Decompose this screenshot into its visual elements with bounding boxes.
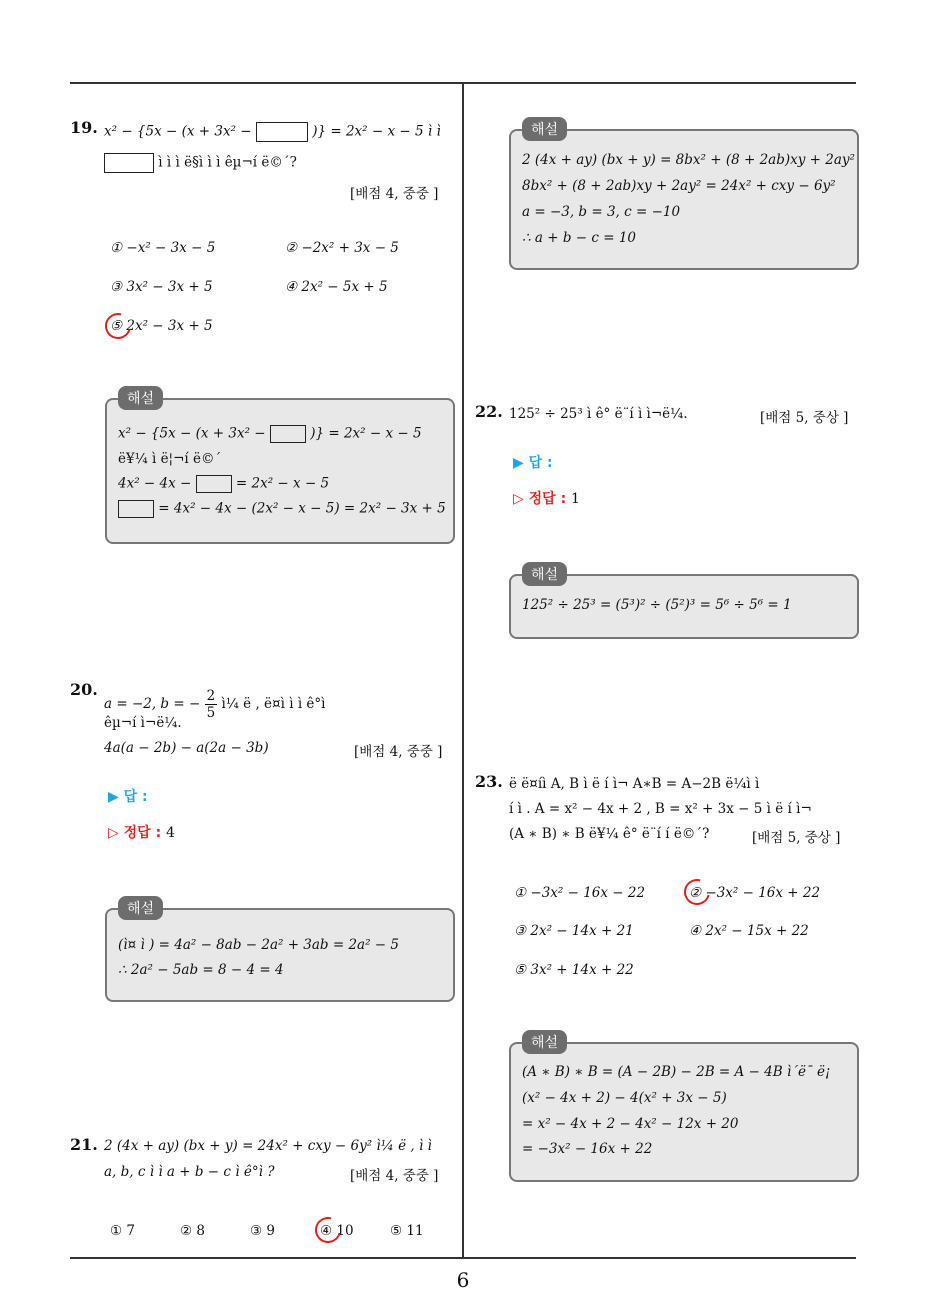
blank-box [256,122,308,142]
correct-answer-value: 1 [571,491,580,507]
solution-line: (A ∗ B) ∗ B = (A − 2B) − 2B = A − 4B ì´ë¯ ë¡ [522,1064,831,1080]
question-text [104,153,297,173]
question-text-part: x² − {5x − (x + 3x² − [104,123,252,140]
score-label: [배점 4, 중중 ] [354,744,443,760]
solution-line: ∴ a + b − c = 10 [522,230,636,246]
solution-box [509,129,859,270]
question-number: 23. [475,772,503,791]
expression: 4a(a − 2b) − a(2a − 3b) [104,740,269,756]
solution-tag: 해설 [522,117,567,141]
fraction [205,688,218,721]
option-1[interactable]: ① −3x² − 16x − 22 [514,885,646,901]
blank-box [104,153,154,173]
blank-box [118,500,154,518]
column-divider [462,83,464,1258]
solution-line [118,425,422,443]
score-label: [배점 5, 중상 ] [760,410,849,426]
fraction-denominator: 5 [206,705,216,721]
question-text: a, b, c ì ì a + b − c ì ê°ì ? [104,1164,275,1180]
solution-line: (ì¤ ì ) = 4a² − 8ab − 2a² + 3ab = 2a² − 5 [118,937,400,953]
solution-box [105,398,455,544]
question-text: 125² ÷ 25³ ì ê° ë¨í ì ì¬ë¼. [509,406,688,422]
question-number: 20. [70,680,98,699]
option-3[interactable]: ③ 3x² − 3x + 5 [110,279,213,295]
question-text [104,122,441,142]
solution-text: x² − {5x − (x + 3x² − [118,425,266,442]
solution-line: = −3x² − 16x + 22 [522,1141,653,1157]
solution-box [509,1042,859,1182]
question-number: 19. [70,118,98,137]
solution-text: = 2x² − x − 5 [235,475,330,492]
question-text: (A ∗ B) ∗ B ë¥¼ ê° ë¨í í ë©´? [509,826,710,842]
option-1[interactable]: ① −x² − 3x − 5 [110,240,216,256]
solution-tag: 해설 [118,896,163,920]
correct-answer-value: 4 [166,825,175,841]
option-5[interactable]: ⑤ 11 [390,1223,424,1239]
solution-box [105,908,455,1002]
solution-tag: 해설 [118,386,163,410]
option-4[interactable]: ④ 2x² − 15x + 22 [689,923,809,939]
question-number: 21. [70,1135,98,1154]
fraction-numerator: 2 [206,688,216,704]
question-text-part: ì ì ì ë§ì ì ì êµ¬í ë©´? [158,154,297,171]
question-number: 22. [475,402,503,421]
solution-line: (x² − 4x + 2) − 4(x² + 3x − 5) [522,1090,727,1106]
solution-line [118,475,329,493]
option-2[interactable]: ② −3x² − 16x + 22 [689,885,821,901]
question-text: ë ë¤íì A, B ì ë í ì¬ A∗B = A−2B ë¼ì ì [509,776,760,792]
solution-line: a = −3, b = 3, c = −10 [522,204,681,220]
selected-answer-circle [100,308,136,344]
option-3[interactable]: ③ 2x² − 14x + 21 [514,923,634,939]
correct-answer [513,488,580,508]
answer-prompt: ▶ 답 : [108,789,148,805]
solution-line: 125² ÷ 25³ = (5³)² ÷ (5²)³ = 5⁶ ÷ 5⁶ = 1 [522,597,792,613]
solution-line: ë¥¼ ì ë¦¬í ë©´ [118,451,222,467]
solution-text: )} = 2x² − x − 5 [310,425,422,442]
question-text: 2 (4x + ay) (bx + y) = 24x² + cxy − 6y² ì¼ ë , ì ì [104,1138,432,1154]
question-text: êµ¬í ì¬ë¼. [104,715,182,731]
correct-answer [108,822,175,842]
answer-prompt: ▶ 답 : [513,455,553,471]
score-label: [배점 5, 중상 ] [752,830,841,846]
question-text-part: )} = 2x² − x − 5 ì ì [312,123,441,140]
solution-line: 8bx² + (8 + 2ab)xy + 2ay² = 24x² + cxy − 6y² [522,178,836,194]
solution-line [118,500,446,518]
selected-answer-circle [310,1212,346,1248]
correct-answer-label: ▷ 정답 : [513,491,567,507]
option-4[interactable]: ④ 2x² − 5x + 5 [285,279,388,295]
option-5[interactable]: ⑤ 2x² − 3x + 5 [110,318,213,334]
solution-line: ∴ 2a² − 5ab = 8 − 4 = 4 [118,962,284,978]
score-label: [배점 4, 중중 ] [350,1168,439,1184]
score-label: [배점 4, 중중 ] [350,186,439,202]
page-number: 6 [456,1268,470,1292]
solution-tag: 해설 [522,562,567,586]
selected-answer-circle [679,874,715,910]
blank-box [196,475,232,493]
solution-tag: 해설 [522,1030,567,1054]
option-3[interactable]: ③ 9 [250,1223,275,1239]
question-text-part: ì¼ ë , ë¤ì ì ì ê°ì [221,696,326,712]
option-2[interactable]: ② −2x² + 3x − 5 [285,240,399,256]
bottom-rule [70,1257,856,1259]
question-text: í ì . A = x² − 4x + 2 , B = x² + 3x − 5 ì ë í ì¬ [509,801,812,817]
solution-line: = x² − 4x + 2 − 4x² − 12x + 20 [522,1116,739,1132]
correct-answer-label: ▷ 정답 : [108,825,162,841]
question-text-part: a = −2, b = − [104,696,201,712]
option-1[interactable]: ① 7 [110,1223,135,1239]
option-2[interactable]: ② 8 [180,1223,205,1239]
solution-text: 4x² − 4x − [118,475,192,492]
option-5[interactable]: ⑤ 3x² + 14x + 22 [514,962,634,978]
solution-line: 2 (4x + ay) (bx + y) = 8bx² + (8 + 2ab)xy + 2ay² [522,152,855,168]
option-4[interactable]: ④ 10 [320,1223,354,1239]
solution-text: = 4x² − 4x − (2x² − x − 5) = 2x² − 3x + 5 [158,500,446,517]
blank-box [270,425,306,443]
